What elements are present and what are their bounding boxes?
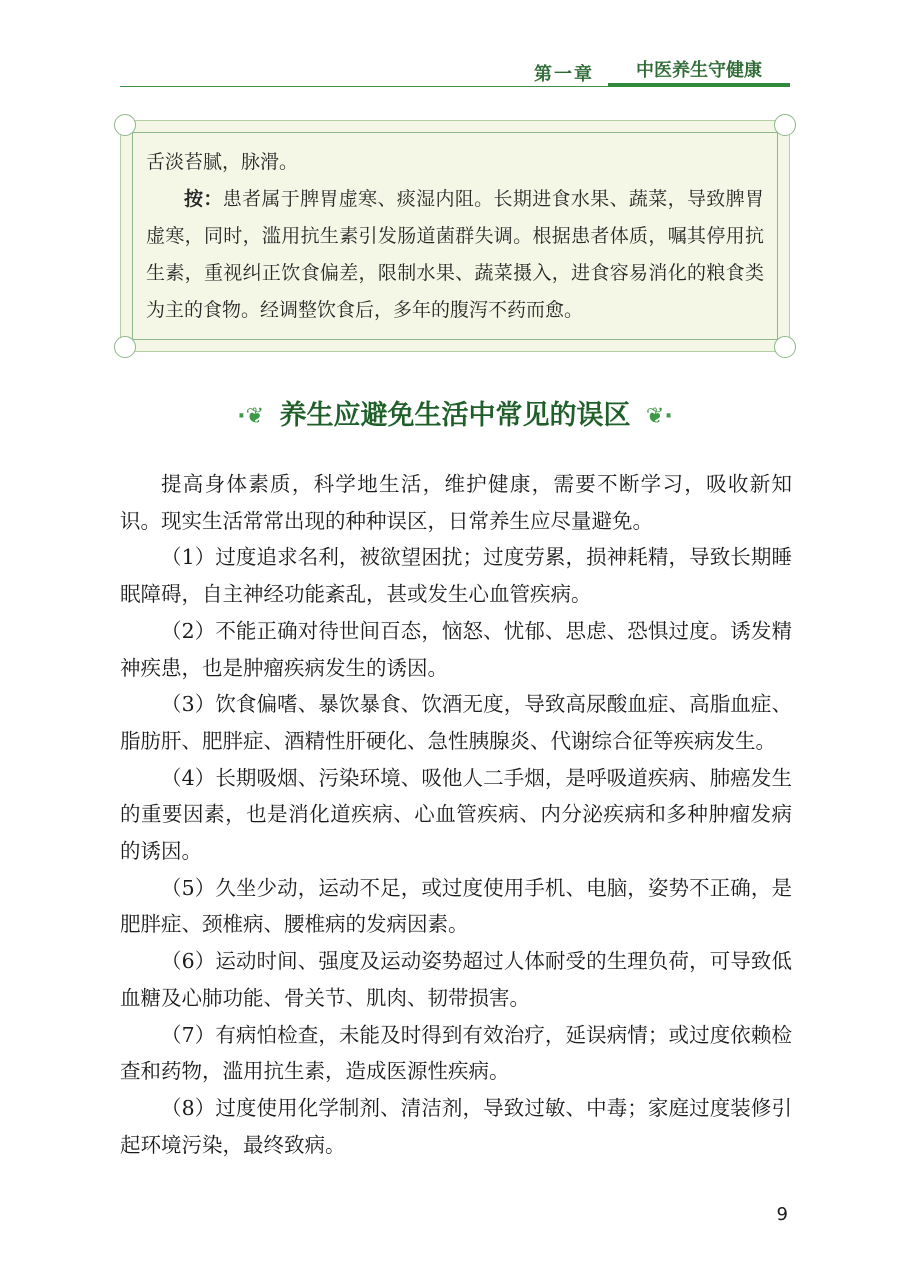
note-commentary <box>146 181 764 329</box>
note-label: 按： <box>184 188 223 210</box>
corner-ornament <box>114 336 136 358</box>
paragraph-item-8: （8）过度使用化学制剂、清洁剂，导致过敏、中毒；家庭过度装修引起环境污染，最终致病。 <box>120 1095 792 1157</box>
chapter-title: 中医养生守健康 <box>608 58 790 87</box>
paragraph-item-2: （2）不能正确对待世间百态，恼怒、忧郁、思虑、恐惧过度。诱发精神疾患，也是肿瘤疾病发生的诱因。 <box>120 618 792 680</box>
paragraph-item-5: （5）久坐少动，运动不足，或过度使用手机、电脑，姿势不正确，是肥胖症、颈椎病、腰椎病的发病因素。 <box>120 875 792 937</box>
paragraph-item-6: （6）运动时间、强度及运动姿势超过人体耐受的生理负荷，可导致低血糖及心肺功能、骨关节、肌肉、韧带损害。 <box>120 949 792 1010</box>
corner-ornament <box>114 114 136 136</box>
paragraph-item-4: （4）长期吸烟、污染环境、吸他人二手烟，是呼吸道疾病、肺癌发生的重要因素，也是消化道疾病、心血管疾病、内分泌疾病和多种肿瘤发病的诱因。 <box>120 765 792 864</box>
page-number: 9 <box>776 1204 788 1225</box>
section-title <box>120 396 790 436</box>
note-box <box>120 120 790 352</box>
body-text <box>120 466 792 1163</box>
corner-ornament <box>774 114 796 136</box>
paragraph-item-3: （3）饮食偏嗜、暴饮暴食、饮酒无度，导致高尿酸血症、高脂血症、脂肪肝、肥胖症、酒精性肝硬化、急性胰腺炎、代谢综合征等疾病发生。 <box>120 692 792 753</box>
section-title-text: 养生应避免生活中常见的误区 <box>279 400 631 431</box>
paragraph-item-1: （1）过度追求名利，被欲望困扰；过度劳累，损神耗精，导致长期睡眠障碍，自主神经功能紊乱，甚或发生心血管疾病。 <box>120 545 792 607</box>
note-body: 患者属于脾胃虚寒、痰湿内阻。长期进食水果、蔬菜，导致脾胃虚寒，同时，滥用抗生素引发肠道菌群失调。根据患者体质，嘱其停用抗生素，重视纠正饮食偏差，限制水果、蔬菜摄入，进食容易消化的粮食类为主的食物。经调整饮食后，多年的腹泻不药而愈。 <box>146 188 764 321</box>
paragraph-item-7: （7）有病怕检查，未能及时得到有效治疗，延误病情；或过度依赖检查和药物，滥用抗生素，造成医源性疾病。 <box>120 1022 792 1084</box>
ornament-left-icon <box>237 397 264 437</box>
running-header <box>120 58 790 88</box>
corner-ornament <box>774 336 796 358</box>
note-text <box>146 144 764 329</box>
note-line: 舌淡苔腻，脉滑。 <box>146 151 299 173</box>
paragraph-intro: 提高身体素质，科学地生活，维护健康，需要不断学习，吸收新知识。现实生活常常出现的种种误区，日常养生应尽量避免。 <box>120 472 792 533</box>
ornament-right-icon <box>646 397 673 437</box>
chapter-label: 第一章 <box>534 64 594 85</box>
